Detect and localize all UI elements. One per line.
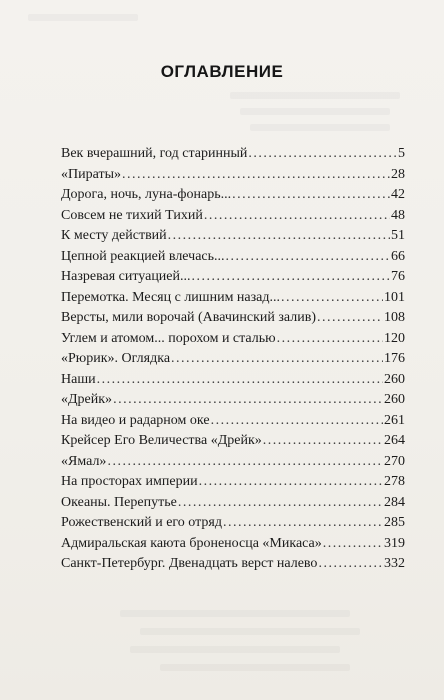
toc-leader-dots xyxy=(226,247,390,268)
toc-entry-page-number: 48 xyxy=(391,207,405,223)
toc-entry xyxy=(61,431,405,452)
toc-entry-page-number: 278 xyxy=(384,474,405,489)
toc-leader-dots xyxy=(281,288,383,309)
toc-entry-title: Крейсер Его Величества «Дрейк» xyxy=(61,433,262,448)
toc-entry-page-number: 332 xyxy=(384,556,405,571)
toc-entry-title: Цепной реакцией влечась... xyxy=(61,248,225,264)
toc-leader-dots xyxy=(178,493,383,514)
toc-entry-page-number: 176 xyxy=(384,351,405,366)
toc-entry xyxy=(61,267,405,288)
toc-entry xyxy=(61,226,405,247)
toc-entry xyxy=(61,452,405,473)
toc-entry-page-number: 51 xyxy=(391,228,405,243)
toc-entry-title: Назревая ситуацией... xyxy=(61,269,191,284)
toc-leader-dots xyxy=(168,226,390,247)
toc-entry-page-number: 76 xyxy=(391,269,405,284)
toc-entry-page-number: 66 xyxy=(391,248,405,264)
toc-leader-dots xyxy=(97,370,383,391)
toc-entry-title: Наши xyxy=(61,371,96,387)
toc-entry xyxy=(61,534,405,555)
toc-leader-dots xyxy=(318,554,383,575)
toc-entry-title: Век вчерашний, год старинный xyxy=(61,146,248,161)
toc-entry xyxy=(61,165,405,186)
toc-entry xyxy=(61,493,405,514)
toc-entry-page-number: 261 xyxy=(384,412,405,428)
toc-entry-page-number: 28 xyxy=(391,166,405,182)
toc-entry-page-number: 285 xyxy=(384,515,405,530)
toc-leader-dots xyxy=(107,452,383,473)
toc-entry-title: Перемотка. Месяц с лишним назад... xyxy=(61,289,280,305)
toc-leader-dots xyxy=(263,431,383,452)
toc-leader-dots xyxy=(317,308,383,329)
toc-leader-dots xyxy=(171,349,383,370)
toc-leader-dots xyxy=(277,329,383,350)
toc-entry-title: «Дрейк» xyxy=(61,392,113,407)
toc-entry-title: На просторах империи xyxy=(61,474,198,489)
toc-entry-page-number: 120 xyxy=(384,330,405,346)
toc-entry-title: Дорога, ночь, луна-фонарь... xyxy=(61,187,232,202)
toc-entry xyxy=(61,370,405,391)
toc-leader-dots xyxy=(113,390,383,411)
toc-leader-dots xyxy=(211,411,383,432)
toc-entry xyxy=(61,411,405,432)
toc-entry xyxy=(61,329,405,350)
toc-leader-dots xyxy=(232,185,390,206)
toc-entry-page-number: 101 xyxy=(384,289,405,305)
toc-leader-dots xyxy=(192,267,390,288)
toc-entry-page-number: 42 xyxy=(391,187,405,202)
toc-entry-title: «Ямал» xyxy=(61,453,107,469)
toc-entry-title: «Рюрик». Оглядка xyxy=(61,351,171,366)
toc-entry-title: Рожественский и его отряд xyxy=(61,515,222,530)
toc-leader-dots xyxy=(248,144,397,165)
toc-entry xyxy=(61,349,405,370)
toc-entry xyxy=(61,288,405,309)
toc-entry-title: «Пираты» xyxy=(61,166,121,182)
toc-entry xyxy=(61,144,405,165)
toc-entry xyxy=(61,206,405,227)
toc-entry-page-number: 260 xyxy=(384,371,405,387)
toc-entry xyxy=(61,247,405,268)
page-title: ОГЛАВЛЕНИЕ xyxy=(160,62,284,81)
toc-entry-title: Адмиральская каюта броненосца «Микаса» xyxy=(61,535,322,551)
toc-leader-dots xyxy=(122,165,390,186)
toc-entry-title: К месту действий xyxy=(61,228,167,243)
toc-entry-title: Углем и атомом... порохом и сталью xyxy=(61,330,276,346)
toc-leader-dots xyxy=(223,513,383,534)
toc-entry xyxy=(61,513,405,534)
toc-entry xyxy=(61,554,405,575)
table-of-contents xyxy=(61,144,405,575)
toc-entry xyxy=(61,185,405,206)
toc-entry-title: Совсем не тихий Тихий xyxy=(61,207,203,223)
toc-leader-dots xyxy=(204,206,390,227)
toc-entry-page-number: 319 xyxy=(384,535,405,551)
toc-entry-page-number: 260 xyxy=(384,392,405,407)
toc-leader-dots xyxy=(323,534,383,555)
toc-entry-title: Океаны. Перепутье xyxy=(61,494,177,510)
toc-entry-page-number: 270 xyxy=(384,453,405,469)
toc-entry-title: Версты, мили ворочай (Авачинский залив) xyxy=(61,310,317,325)
toc-entry xyxy=(61,308,405,329)
toc-leader-dots xyxy=(199,472,383,493)
toc-entry xyxy=(61,472,405,493)
toc-entry-page-number: 108 xyxy=(384,310,405,325)
toc-entry-page-number: 5 xyxy=(398,146,405,161)
toc-entry-page-number: 284 xyxy=(384,494,405,510)
toc-entry-title: Санкт-Петербург. Двенадцать верст налево xyxy=(61,556,318,571)
toc-entry-page-number: 264 xyxy=(384,433,405,448)
toc-entry xyxy=(61,390,405,411)
toc-entry-title: На видео и радарном оке xyxy=(61,412,210,428)
